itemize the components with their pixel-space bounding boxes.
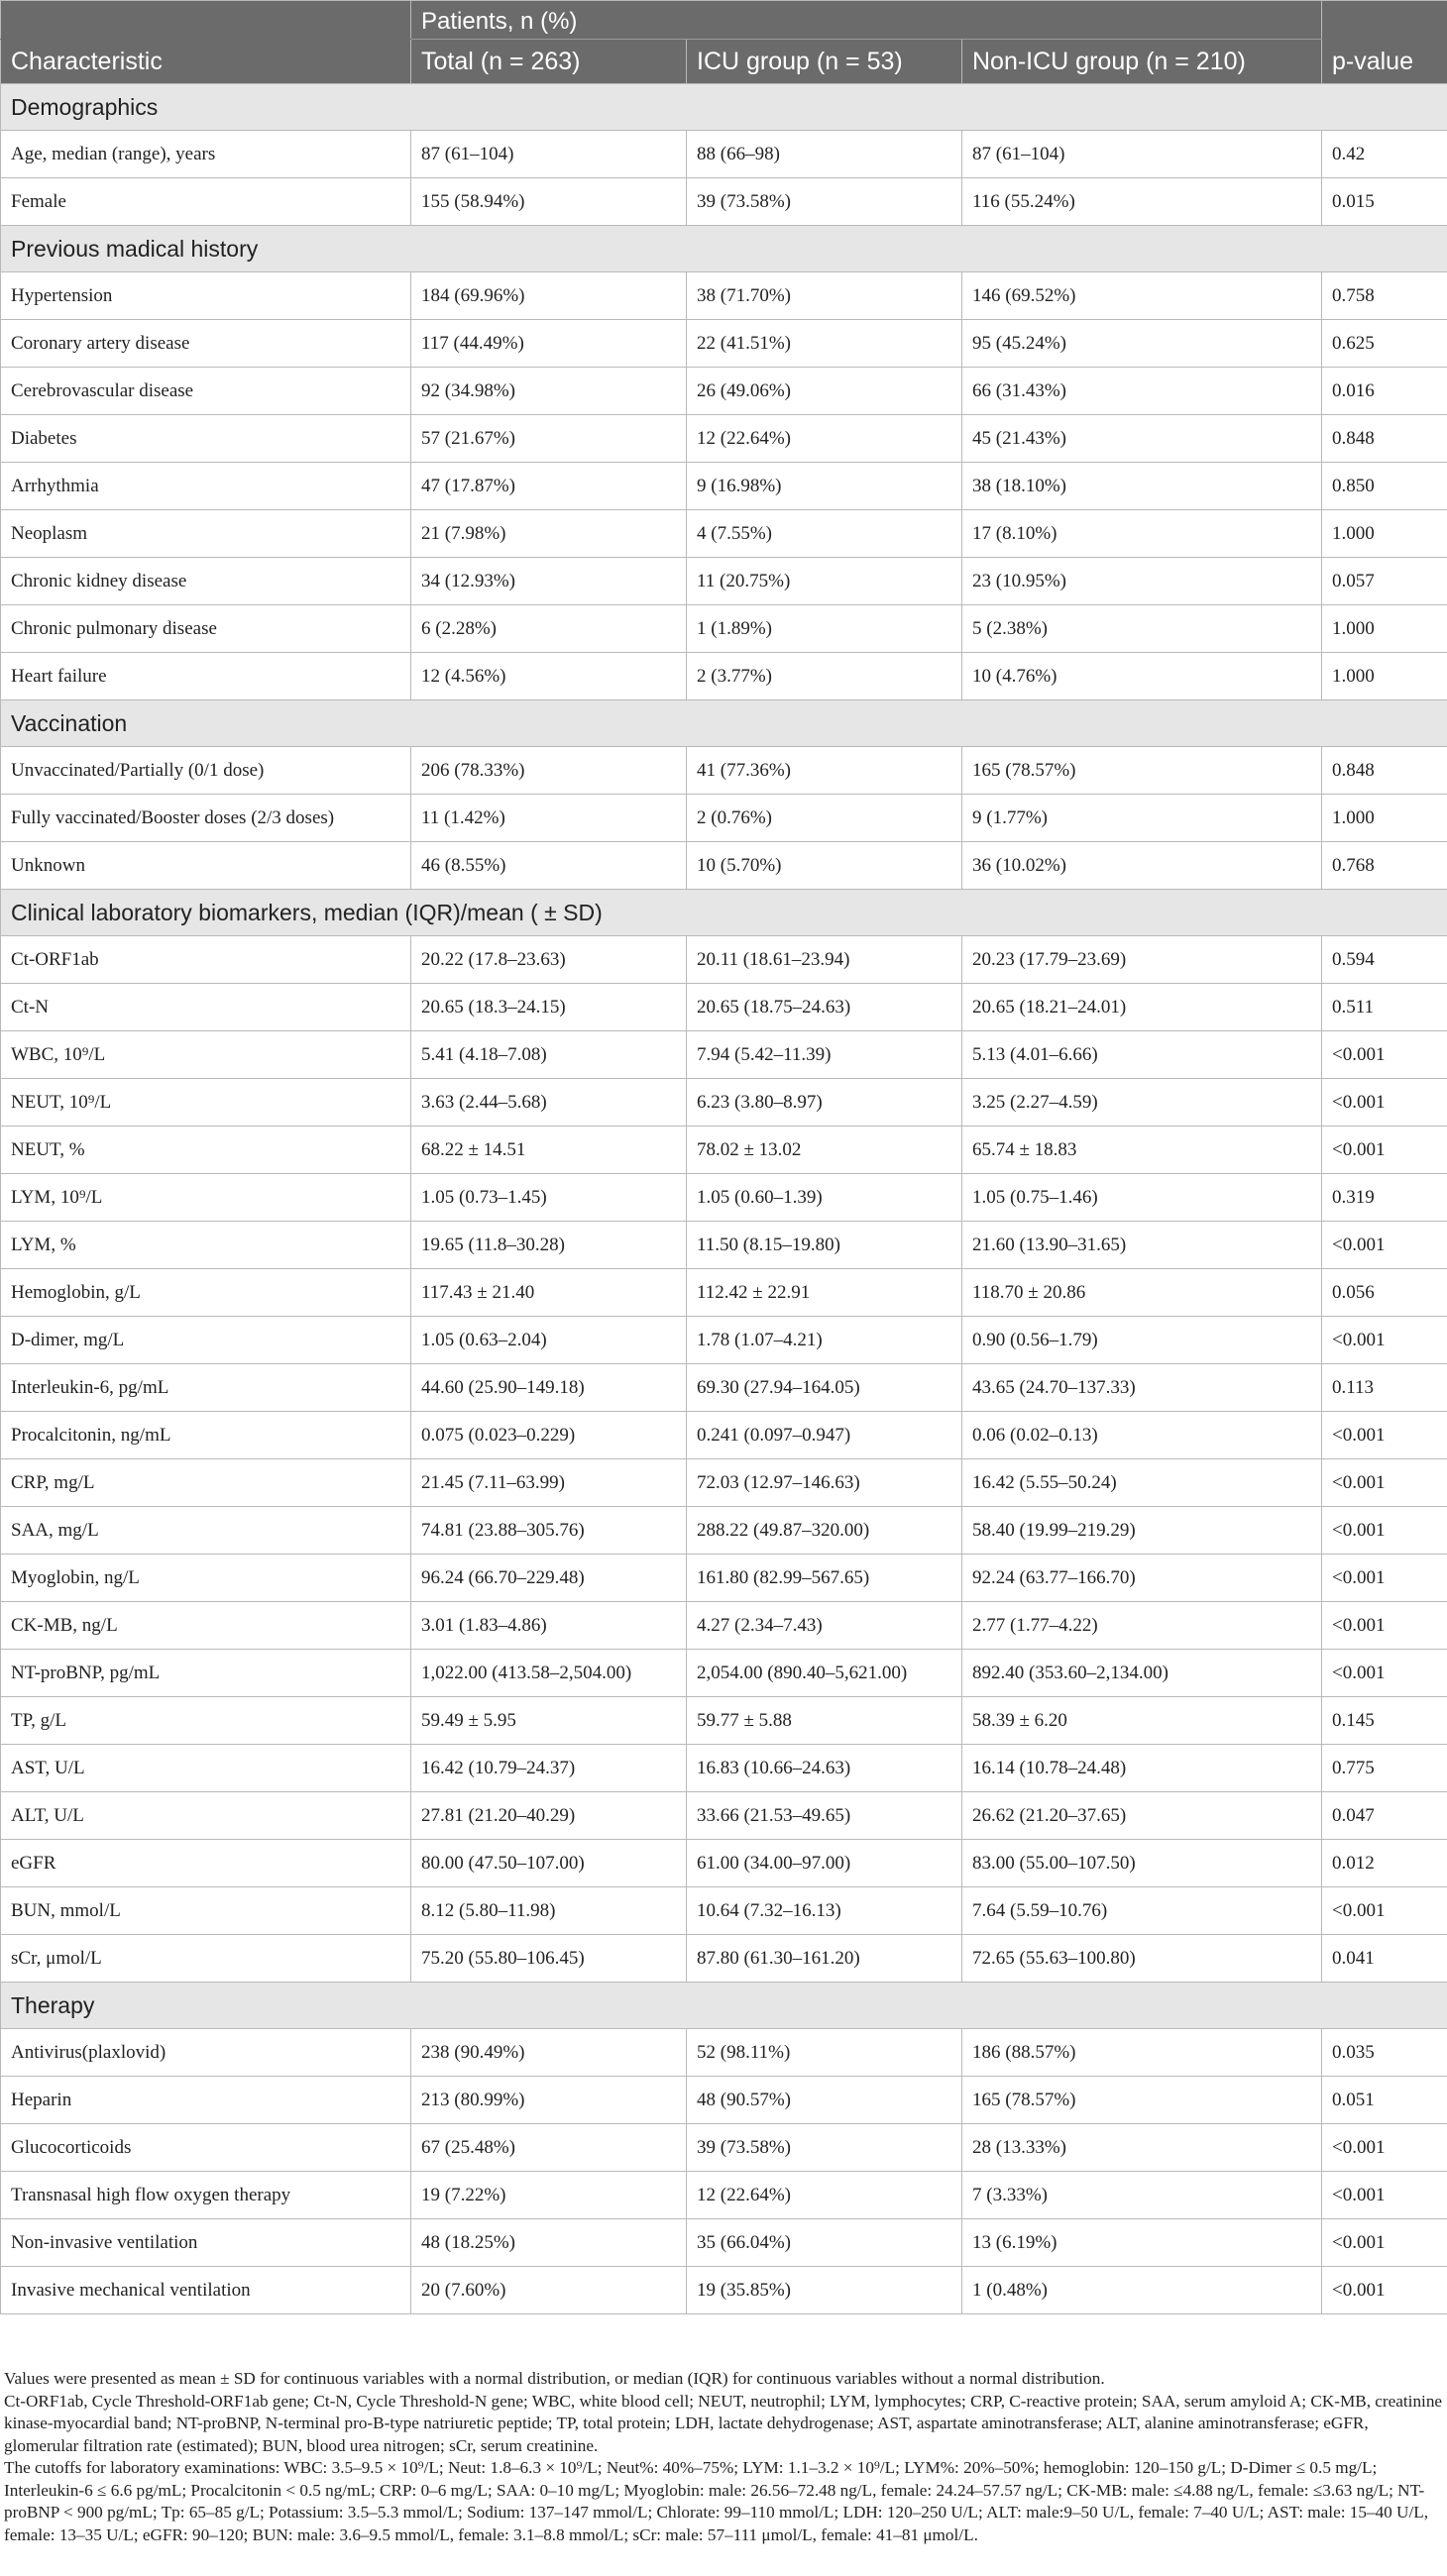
table-row [1,1269,1447,1317]
table-row [1,653,1447,700]
characteristic-cell: CK-MB, ng/L [1,1602,411,1650]
non-icu-group-cell: 20.65 (18.21–24.01) [962,984,1322,1031]
table-row [1,1364,1447,1412]
total-cell: 0.075 (0.023–0.229) [411,1412,687,1459]
p-value-cell: 0.047 [1322,1792,1447,1840]
icu-group-cell: 0.241 (0.097–0.947) [687,1412,962,1459]
total-cell: 155 (58.94%) [411,178,687,226]
footnote-cutoffs: The cutoffs for laboratory examinations: WBC: 3.5–9.5 × 10⁹/L; Neut: 1.8–6.3 × 10⁹/L; Neut%: 40%–75%; LYM: 1.1–3.2 × 10⁹/L; LYM%: 20%–50%; hemoglobin: 120–150 g/L; D-Dimer ≤ 0.5 mg/L; Interleukin-6 ≤ 6.6 pg/mL; Procalcitonin < 0.5 ng/mL; CRP: 0–6 mg/L; SAA: 0–10 mg/L; Myoglobin: male: 26.56–72.48 ng/L, female: 24.24–57.57 ng/L; CK-MB: male: ≤4.88 ng/L, female: ≤3.63 ng/L; NT-proBNP < 900 pg/mL; Tp: 65–85 g/L; Potassium: 3.5–5.3 mmol/L; Sodium: 137–147 mmol/L; Chlorate: 99–110 mmol/L; LDH: 120–250 U/L; ALT: male:9–50 U/L, female: 7–40 U/L; AST: male: 15–40 U/L, female: 13–35 U/L; eGFR: 90–120; BUN: male: 3.6–9.5 mmol/L, female: 3.1–8.8 mmol/L; sCr: male: 57–111 μmol/L, female: 41–81 μmol/L. [4,2458,1429,2544]
characteristic-cell: Myoglobin, ng/L [1,1555,411,1602]
non-icu-group-cell: 146 (69.52%) [962,272,1322,320]
icu-group-cell: 9 (16.98%) [687,463,962,510]
icu-group-cell: 20.65 (18.75–24.63) [687,984,962,1031]
characteristic-cell: Interleukin-6, pg/mL [1,1364,411,1412]
p-value-cell: <0.001 [1322,1079,1447,1127]
header-blank-cell [1322,1,1447,40]
table-row [1,1935,1447,1983]
p-value-cell: <0.001 [1322,1317,1447,1364]
non-icu-group-cell: 13 (6.19%) [962,2219,1322,2267]
non-icu-group-cell: 28 (13.33%) [962,2124,1322,2172]
table-row [1,131,1447,178]
p-value-cell: <0.001 [1322,1602,1447,1650]
non-icu-group-cell: 95 (45.24%) [962,320,1322,368]
table-row [1,1650,1447,1697]
p-value-cell: <0.001 [1322,1507,1447,1555]
table-row [1,415,1447,463]
section-header-row [1,84,1447,131]
non-icu-group-cell: 92.24 (63.77–166.70) [962,1555,1322,1602]
characteristic-cell: AST, U/L [1,1745,411,1792]
characteristic-cell: Unvaccinated/Partially (0/1 dose) [1,747,411,795]
total-cell: 68.22 ± 14.51 [411,1127,687,1174]
non-icu-group-cell: 0.06 (0.02–0.13) [962,1412,1322,1459]
table-row [1,605,1447,653]
characteristic-cell: Transnasal high flow oxygen therapy [1,2172,411,2219]
icu-group-cell: 11.50 (8.15–19.80) [687,1222,962,1269]
section-title: Previous madical history [1,226,1447,272]
non-icu-group-cell: 43.65 (24.70–137.33) [962,1364,1322,1412]
p-value-cell: <0.001 [1322,2124,1447,2172]
table-row [1,320,1447,368]
table-row [1,842,1447,890]
total-cell: 19.65 (11.8–30.28) [411,1222,687,1269]
icu-group-cell: 38 (71.70%) [687,272,962,320]
table-row [1,510,1447,558]
table-row [1,1697,1447,1745]
total-cell: 47 (17.87%) [411,463,687,510]
characteristic-cell: LYM, 10⁹/L [1,1174,411,1222]
characteristic-cell: Antivirus(plaxlovid) [1,2029,411,2077]
p-value-cell: 0.113 [1322,1364,1447,1412]
p-value-cell: 0.041 [1322,1935,1447,1983]
table-row [1,2219,1447,2267]
table-row [1,1602,1447,1650]
total-cell: 46 (8.55%) [411,842,687,890]
characteristic-cell: Invasive mechanical ventilation [1,2267,411,2314]
p-value-cell: 1.000 [1322,795,1447,842]
non-icu-group-cell: 186 (88.57%) [962,2029,1322,2077]
icu-group-cell: 12 (22.64%) [687,415,962,463]
icu-group-cell: 1.78 (1.07–4.21) [687,1317,962,1364]
total-cell: 20.65 (18.3–24.15) [411,984,687,1031]
p-value-cell: 0.775 [1322,1745,1447,1792]
header-non-icu-group: Non-ICU group (n = 210) [962,40,1322,84]
table-row [1,368,1447,415]
p-value-cell: 1.000 [1322,653,1447,700]
header-row-group [1,1,1447,40]
characteristic-cell: Neoplasm [1,510,411,558]
non-icu-group-cell: 1.05 (0.75–1.46) [962,1174,1322,1222]
characteristic-cell: Arrhythmia [1,463,411,510]
total-cell: 238 (90.49%) [411,2029,687,2077]
p-value-cell: <0.001 [1322,1555,1447,1602]
p-value-cell: 1.000 [1322,605,1447,653]
table-row [1,1792,1447,1840]
icu-group-cell: 41 (77.36%) [687,747,962,795]
table-row [1,558,1447,605]
section-header-row [1,700,1447,747]
characteristic-cell: WBC, 10⁹/L [1,1031,411,1079]
header-total: Total (n = 263) [411,40,687,84]
non-icu-group-cell: 16.42 (5.55–50.24) [962,1459,1322,1507]
total-cell: 21.45 (7.11–63.99) [411,1459,687,1507]
characteristic-cell: eGFR [1,1840,411,1887]
characteristic-cell: CRP, mg/L [1,1459,411,1507]
total-cell: 80.00 (47.50–107.00) [411,1840,687,1887]
total-cell: 213 (80.99%) [411,2077,687,2124]
p-value-cell: 0.145 [1322,1697,1447,1745]
total-cell: 16.42 (10.79–24.37) [411,1745,687,1792]
non-icu-group-cell: 1 (0.48%) [962,2267,1322,2314]
characteristic-cell: BUN, mmol/L [1,1887,411,1935]
non-icu-group-cell: 26.62 (21.20–37.65) [962,1792,1322,1840]
non-icu-group-cell: 58.40 (19.99–219.29) [962,1507,1322,1555]
non-icu-group-cell: 0.90 (0.56–1.79) [962,1317,1322,1364]
icu-group-cell: 288.22 (49.87–320.00) [687,1507,962,1555]
icu-group-cell: 1 (1.89%) [687,605,962,653]
section-header-row [1,890,1447,936]
non-icu-group-cell: 66 (31.43%) [962,368,1322,415]
icu-group-cell: 39 (73.58%) [687,2124,962,2172]
p-value-cell: 0.848 [1322,747,1447,795]
total-cell: 67 (25.48%) [411,2124,687,2172]
p-value-cell: <0.001 [1322,2219,1447,2267]
icu-group-cell: 19 (35.85%) [687,2267,962,2314]
table-row [1,1317,1447,1364]
table-body [1,84,1447,2314]
p-value-cell: 0.511 [1322,984,1447,1031]
non-icu-group-cell: 9 (1.77%) [962,795,1322,842]
table-row [1,2124,1447,2172]
characteristic-cell: sCr, μmol/L [1,1935,411,1983]
icu-group-cell: 161.80 (82.99–567.65) [687,1555,962,1602]
p-value-cell: 0.594 [1322,936,1447,984]
header-row-columns [1,40,1447,84]
p-value-cell: 0.012 [1322,1840,1447,1887]
non-icu-group-cell: 65.74 ± 18.83 [962,1127,1322,1174]
non-icu-group-cell: 23 (10.95%) [962,558,1322,605]
icu-group-cell: 7.94 (5.42–11.39) [687,1031,962,1079]
total-cell: 1,022.00 (413.58–2,504.00) [411,1650,687,1697]
characteristic-cell: Chronic pulmonary disease [1,605,411,653]
icu-group-cell: 20.11 (18.61–23.94) [687,936,962,984]
icu-group-cell: 26 (49.06%) [687,368,962,415]
p-value-cell: 0.42 [1322,131,1447,178]
table-row [1,1174,1447,1222]
total-cell: 3.63 (2.44–5.68) [411,1079,687,1127]
characteristic-cell: NEUT, 10⁹/L [1,1079,411,1127]
icu-group-cell: 4.27 (2.34–7.43) [687,1602,962,1650]
table-row [1,178,1447,226]
total-cell: 44.60 (25.90–149.18) [411,1364,687,1412]
icu-group-cell: 112.42 ± 22.91 [687,1269,962,1317]
icu-group-cell: 88 (66–98) [687,131,962,178]
p-value-cell: 0.057 [1322,558,1447,605]
non-icu-group-cell: 20.23 (17.79–23.69) [962,936,1322,984]
icu-group-cell: 48 (90.57%) [687,2077,962,2124]
icu-group-cell: 61.00 (34.00–97.00) [687,1840,962,1887]
icu-group-cell: 12 (22.64%) [687,2172,962,2219]
icu-group-cell: 1.05 (0.60–1.39) [687,1174,962,1222]
p-value-cell: <0.001 [1322,1031,1447,1079]
icu-group-cell: 6.23 (3.80–8.97) [687,1079,962,1127]
characteristic-cell: Female [1,178,411,226]
p-value-cell: 0.758 [1322,272,1447,320]
header-icu-group: ICU group (n = 53) [687,40,962,84]
total-cell: 21 (7.98%) [411,510,687,558]
footnote-abbreviations: Ct-ORF1ab, Cycle Threshold-ORF1ab gene; Ct-N, Cycle Threshold-N gene; WBC, white blood cell; NEUT, neutrophil; LYM, lymphocytes; CRP, C-reactive protein; SAA, serum amyloid A; CK-MB, creatinine kinase-myocardial band; NT-proBNP, N-terminal pro-B-type natriuretic peptide; TP, total protein; LDH, lactate dehydrogenase; AST, aspartate aminotransferase; ALT, alanine aminotransferase; eGFR, glomerular filtration rate (estimated); BUN, blood urea nitrogen; sCr, serum creatinine. [4,2391,1443,2455]
p-value-cell: 0.035 [1322,2029,1447,2077]
total-cell: 20 (7.60%) [411,2267,687,2314]
non-icu-group-cell: 7.64 (5.59–10.76) [962,1887,1322,1935]
total-cell: 74.81 (23.88–305.76) [411,1507,687,1555]
characteristic-cell: LYM, % [1,1222,411,1269]
icu-group-cell: 11 (20.75%) [687,558,962,605]
table-row [1,1507,1447,1555]
icu-group-cell: 59.77 ± 5.88 [687,1697,962,1745]
p-value-cell: 0.850 [1322,463,1447,510]
icu-group-cell: 72.03 (12.97–146.63) [687,1459,962,1507]
non-icu-group-cell: 165 (78.57%) [962,2077,1322,2124]
p-value-cell: 0.319 [1322,1174,1447,1222]
header-characteristic: Characteristic [1,40,411,84]
table-footnotes [4,2368,1443,2546]
p-value-cell: <0.001 [1322,1412,1447,1459]
non-icu-group-cell: 17 (8.10%) [962,510,1322,558]
section-title: Clinical laboratory biomarkers, median (IQR)/mean ( ± SD) [1,890,1447,936]
characteristic-cell: TP, g/L [1,1697,411,1745]
p-value-cell: 0.056 [1322,1269,1447,1317]
total-cell: 59.49 ± 5.95 [411,1697,687,1745]
total-cell: 34 (12.93%) [411,558,687,605]
total-cell: 57 (21.67%) [411,415,687,463]
p-value-cell: <0.001 [1322,1650,1447,1697]
total-cell: 1.05 (0.63–2.04) [411,1317,687,1364]
header-blank-cell [1,1,411,40]
p-value-cell: <0.001 [1322,2172,1447,2219]
characteristic-cell: SAA, mg/L [1,1507,411,1555]
characteristic-cell: NEUT, % [1,1127,411,1174]
table-row [1,1412,1447,1459]
characteristic-cell: Procalcitonin, ng/mL [1,1412,411,1459]
icu-group-cell: 10 (5.70%) [687,842,962,890]
total-cell: 3.01 (1.83–4.86) [411,1602,687,1650]
non-icu-group-cell: 7 (3.33%) [962,2172,1322,2219]
characteristic-cell: Unknown [1,842,411,890]
section-header-row [1,1983,1447,2029]
non-icu-group-cell: 83.00 (55.00–107.50) [962,1840,1322,1887]
table-row [1,1031,1447,1079]
table-row [1,1222,1447,1269]
characteristic-cell: Coronary artery disease [1,320,411,368]
characteristic-cell: Heart failure [1,653,411,700]
total-cell: 8.12 (5.80–11.98) [411,1887,687,1935]
characteristic-cell: Fully vaccinated/Booster doses (2/3 doses) [1,795,411,842]
total-cell: 12 (4.56%) [411,653,687,700]
characteristic-cell: Hemoglobin, g/L [1,1269,411,1317]
table-row [1,1555,1447,1602]
table-row [1,463,1447,510]
non-icu-group-cell: 118.70 ± 20.86 [962,1269,1322,1317]
icu-group-cell: 33.66 (21.53–49.65) [687,1792,962,1840]
characteristic-cell: Diabetes [1,415,411,463]
total-cell: 92 (34.98%) [411,368,687,415]
icu-group-cell: 4 (7.55%) [687,510,962,558]
table-row [1,1840,1447,1887]
table-row [1,272,1447,320]
non-icu-group-cell: 87 (61–104) [962,131,1322,178]
characteristic-cell: Hypertension [1,272,411,320]
table-row [1,2267,1447,2314]
table-row [1,747,1447,795]
non-icu-group-cell: 38 (18.10%) [962,463,1322,510]
non-icu-group-cell: 2.77 (1.77–4.22) [962,1602,1322,1650]
table-row [1,984,1447,1031]
total-cell: 206 (78.33%) [411,747,687,795]
icu-group-cell: 52 (98.11%) [687,2029,962,2077]
table-row [1,1127,1447,1174]
icu-group-cell: 78.02 ± 13.02 [687,1127,962,1174]
total-cell: 1.05 (0.73–1.45) [411,1174,687,1222]
characteristic-cell: Chronic kidney disease [1,558,411,605]
total-cell: 20.22 (17.8–23.63) [411,936,687,984]
p-value-cell: <0.001 [1322,2267,1447,2314]
characteristic-cell: Non-invasive ventilation [1,2219,411,2267]
non-icu-group-cell: 36 (10.02%) [962,842,1322,890]
section-header-row [1,226,1447,272]
p-value-cell: <0.001 [1322,1459,1447,1507]
non-icu-group-cell: 21.60 (13.90–31.65) [962,1222,1322,1269]
table-row [1,1459,1447,1507]
characteristic-cell: NT-proBNP, pg/mL [1,1650,411,1697]
icu-group-cell: 39 (73.58%) [687,178,962,226]
non-icu-group-cell: 58.39 ± 6.20 [962,1697,1322,1745]
icu-group-cell: 2 (3.77%) [687,653,962,700]
total-cell: 6 (2.28%) [411,605,687,653]
non-icu-group-cell: 45 (21.43%) [962,415,1322,463]
characteristic-cell: Heparin [1,2077,411,2124]
total-cell: 87 (61–104) [411,131,687,178]
characteristic-cell: Glucocorticoids [1,2124,411,2172]
p-value-cell: 1.000 [1322,510,1447,558]
icu-group-cell: 2 (0.76%) [687,795,962,842]
p-value-cell: 0.848 [1322,415,1447,463]
icu-group-cell: 35 (66.04%) [687,2219,962,2267]
p-value-cell: 0.625 [1322,320,1447,368]
section-title: Vaccination [1,700,1447,747]
table-row [1,1887,1447,1935]
non-icu-group-cell: 16.14 (10.78–24.48) [962,1745,1322,1792]
section-title: Therapy [1,1983,1447,2029]
characteristic-cell: Cerebrovascular disease [1,368,411,415]
total-cell: 96.24 (66.70–229.48) [411,1555,687,1602]
icu-group-cell: 87.80 (61.30–161.20) [687,1935,962,1983]
header-p-value: p-value [1322,40,1447,84]
characteristic-cell: D-dimer, mg/L [1,1317,411,1364]
non-icu-group-cell: 3.25 (2.27–4.59) [962,1079,1322,1127]
non-icu-group-cell: 72.65 (55.63–100.80) [962,1935,1322,1983]
icu-group-cell: 69.30 (27.94–164.05) [687,1364,962,1412]
p-value-cell: 0.016 [1322,368,1447,415]
table-row [1,2172,1447,2219]
total-cell: 27.81 (21.20–40.29) [411,1792,687,1840]
icu-group-cell: 22 (41.51%) [687,320,962,368]
characteristic-cell: ALT, U/L [1,1792,411,1840]
icu-group-cell: 10.64 (7.32–16.13) [687,1887,962,1935]
total-cell: 117 (44.49%) [411,320,687,368]
footnote-values: Values were presented as mean ± SD for continuous variables with a normal distribution, or median (IQR) for continuous variables without a normal distribution. [4,2369,1105,2388]
icu-group-cell: 2,054.00 (890.40–5,621.00) [687,1650,962,1697]
p-value-cell: <0.001 [1322,1887,1447,1935]
non-icu-group-cell: 165 (78.57%) [962,747,1322,795]
total-cell: 117.43 ± 21.40 [411,1269,687,1317]
total-cell: 48 (18.25%) [411,2219,687,2267]
total-cell: 19 (7.22%) [411,2172,687,2219]
p-value-cell: 0.015 [1322,178,1447,226]
total-cell: 5.41 (4.18–7.08) [411,1031,687,1079]
p-value-cell: 0.768 [1322,842,1447,890]
characteristic-cell: Ct-ORF1ab [1,936,411,984]
characteristic-cell: Ct-N [1,984,411,1031]
table-row [1,1745,1447,1792]
non-icu-group-cell: 5 (2.38%) [962,605,1322,653]
total-cell: 184 (69.96%) [411,272,687,320]
p-value-cell: 0.051 [1322,2077,1447,2124]
header-group-label: Patients, n (%) [411,1,1322,40]
non-icu-group-cell: 5.13 (4.01–6.66) [962,1031,1322,1079]
table-row [1,1079,1447,1127]
table-row [1,2029,1447,2077]
non-icu-group-cell: 10 (4.76%) [962,653,1322,700]
table-header [1,1,1447,84]
table-row [1,2077,1447,2124]
non-icu-group-cell: 892.40 (353.60–2,134.00) [962,1650,1322,1697]
section-title: Demographics [1,84,1447,131]
table-row [1,795,1447,842]
table-row [1,936,1447,984]
total-cell: 75.20 (55.80–106.45) [411,1935,687,1983]
icu-group-cell: 16.83 (10.66–24.63) [687,1745,962,1792]
total-cell: 11 (1.42%) [411,795,687,842]
p-value-cell: <0.001 [1322,1127,1447,1174]
non-icu-group-cell: 116 (55.24%) [962,178,1322,226]
characteristic-cell: Age, median (range), years [1,131,411,178]
p-value-cell: <0.001 [1322,1222,1447,1269]
